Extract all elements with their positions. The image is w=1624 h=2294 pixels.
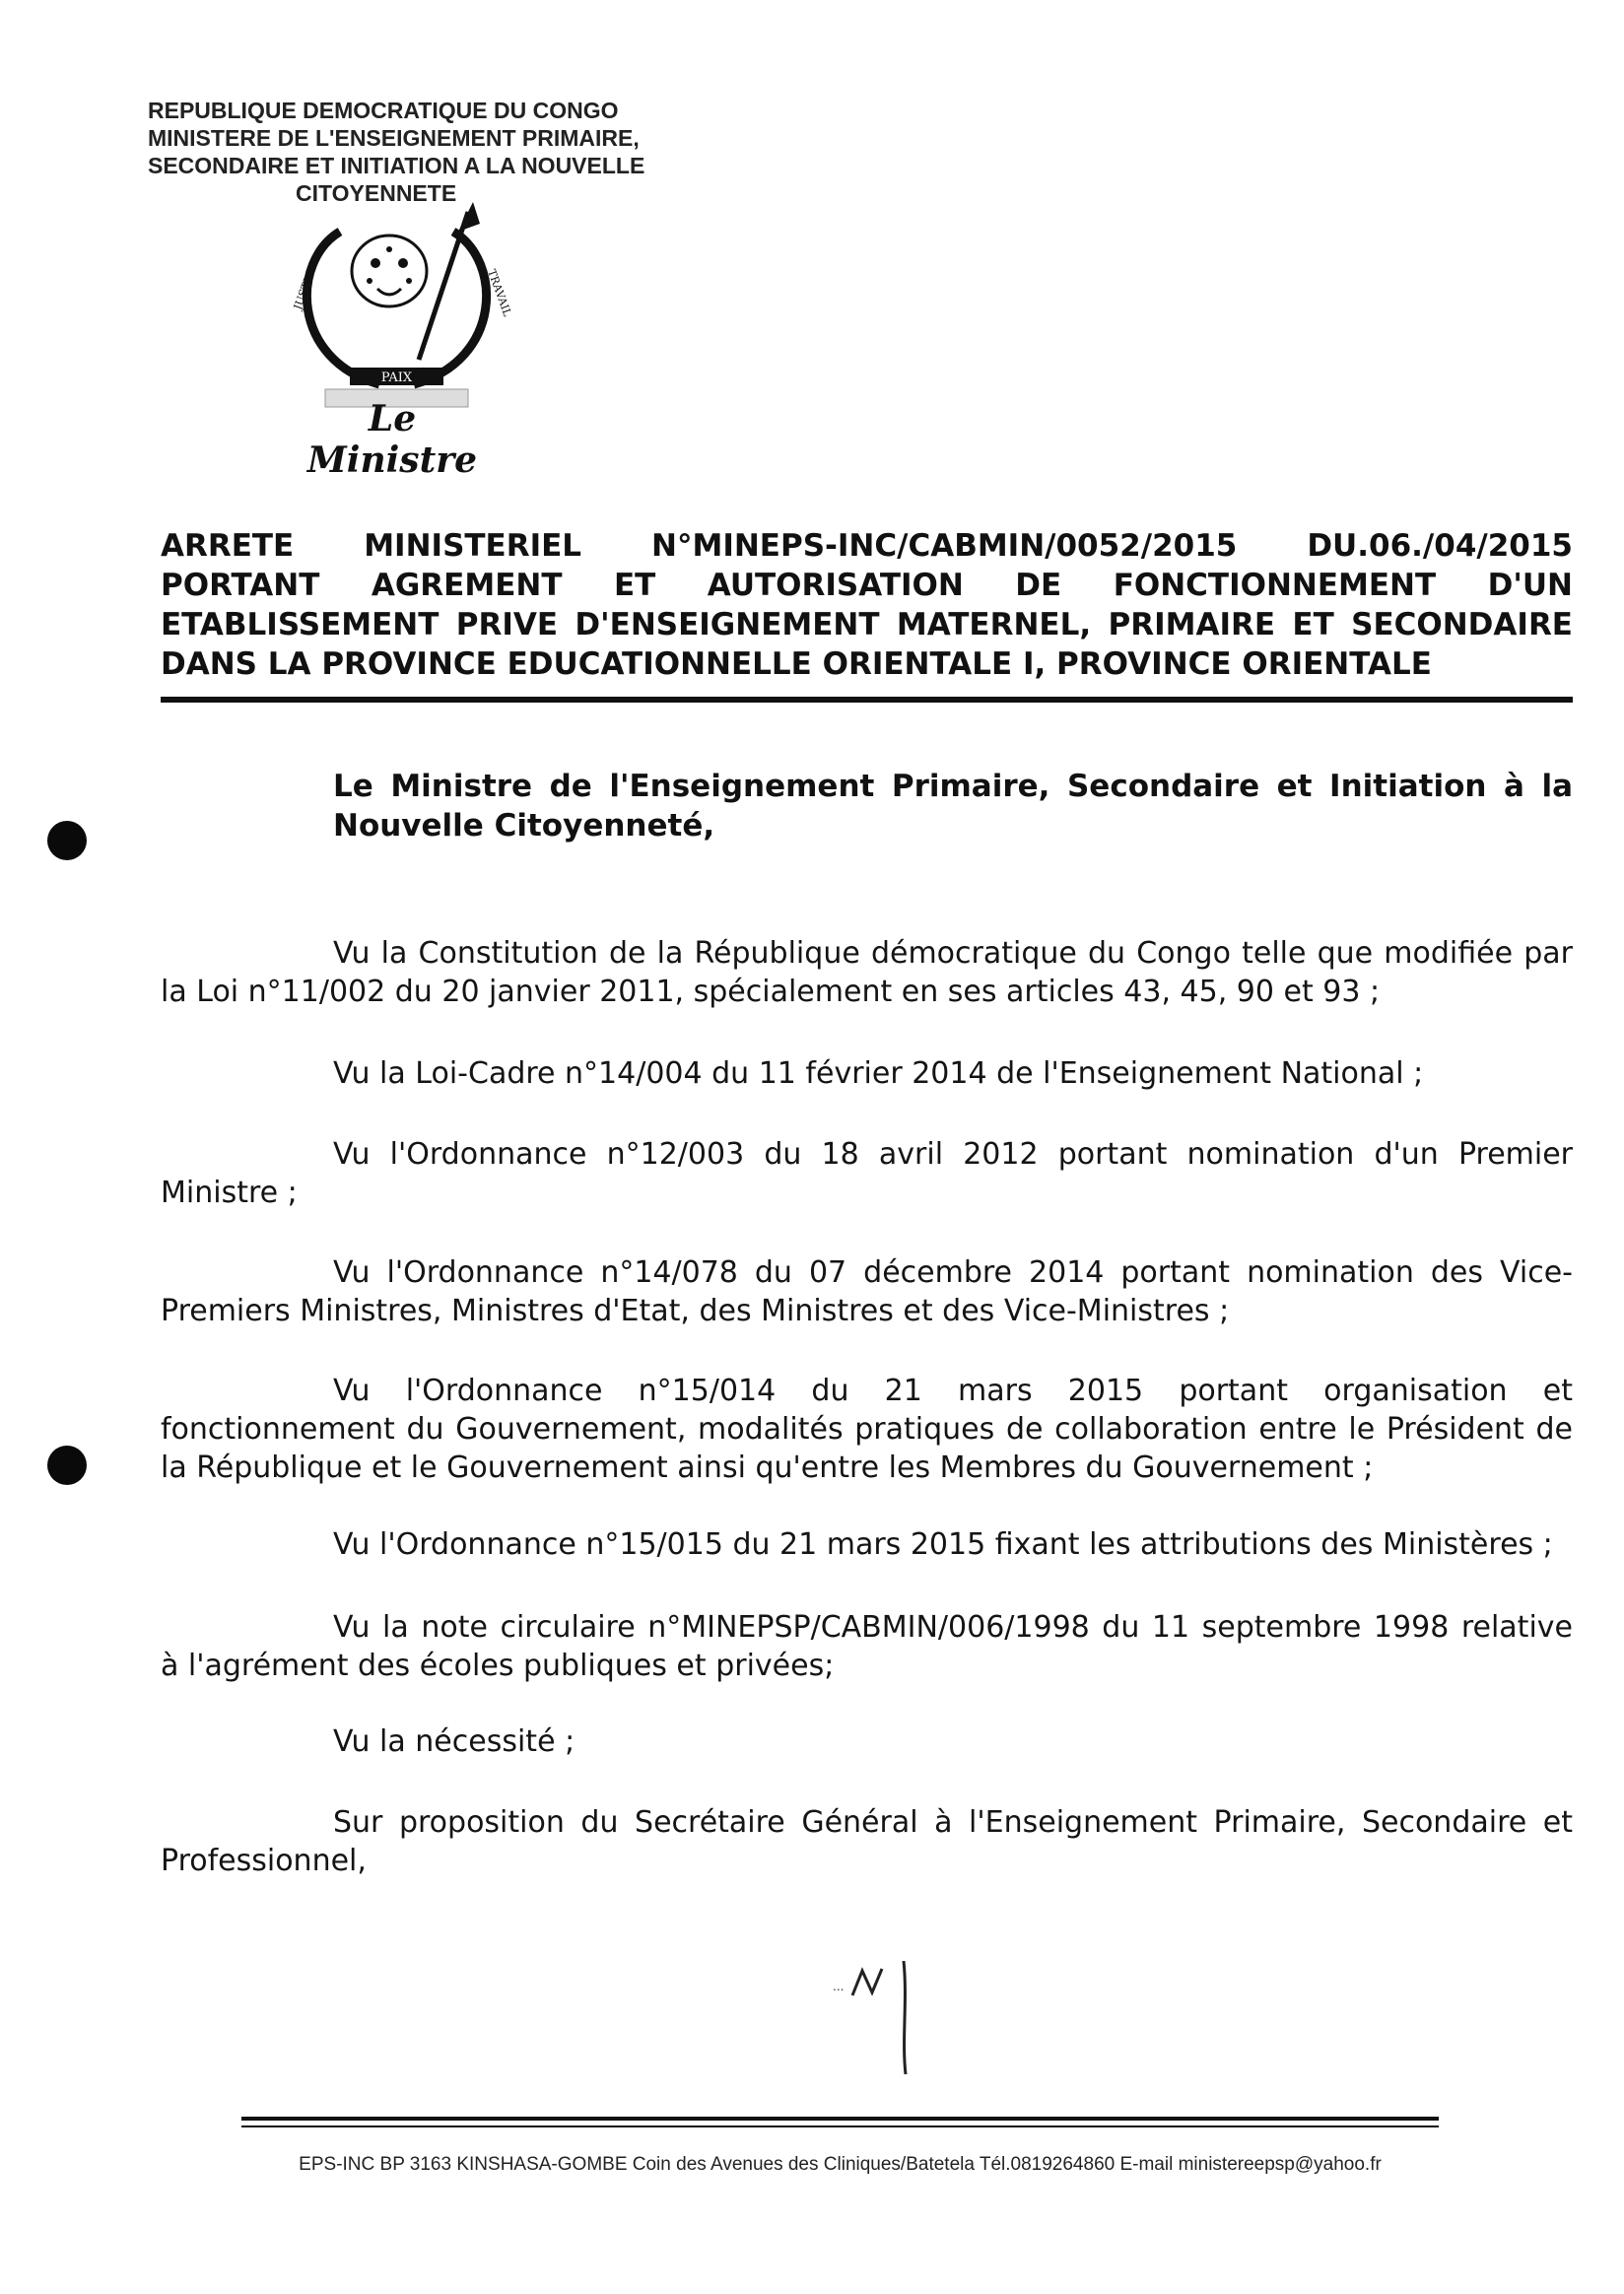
paragraph-note-circulaire: Vu la note circulaire n°MINEPSP/CABMIN/006/1998 du 11 septembre 1998 relative à l'agrément des écoles publiques et privées; [161,1610,1573,1683]
paragraph-proposition: Sur proposition du Secrétaire Général à l'Enseignement Primaire, Secondaire et Professionnel, [161,1805,1573,1878]
letterhead [148,97,719,207]
punch-hole-dot [47,1446,87,1485]
letterhead-country: REPUBLIQUE DEMOCRATIQUE DU CONGO [148,98,619,123]
footer-contact: EPS-INC BP 3163 KINSHASA-GOMBE Coin des Avenues des Cliniques/Batetela Tél.0819264860 E-mail ministereepsp@yahoo.fr [299,2154,1382,2175]
footer-rule [241,2125,1439,2127]
decree-title [161,526,1573,684]
paragraph-ordonnance-2: Vu l'Ordonnance n°14/078 du 07 décembre 2014 portant nomination des Vice-Premiers Ministres, Ministres d'Etat, des Ministres et des Vice-Ministres ; [161,1255,1573,1328]
letterhead-ministry-1: MINISTERE DE L'ENSEIGNEMENT PRIMAIRE, [148,125,640,151]
paragraph-ordonnance-3: Vu l'Ordonnance n°15/014 du 21 mars 2015 portant organisation et fonctionnement du Gouvernement, modalités pratiques de collaboration entre le Président de la République et le Gouvernement ainsi qu'entre les Membres du Gouvernement ; [161,1374,1573,1485]
coat-of-arms-emblem [271,202,522,414]
paragraph-constitution: Vu la Constitution de la République démocratique du Congo telle que modifiée par la Loi n°11/002 du 20 janvier 2011, spécialement en ses articles 43, 45, 90 et 93 ; [161,936,1573,1009]
emblem-motto-center: PAIX [380,371,413,385]
paragraph-necessite: Vu la nécessité ; [333,1724,575,1759]
minister-heading: Le Ministre de l'Enseignement Primaire, Secondaire et Initiation à la Nouvelle Citoyenneté, [333,769,1573,843]
footer-rule [241,2117,1439,2121]
title-line-3: ETABLISSEMENT PRIVE D'ENSEIGNEMENT MATERNEL, PRIMAIRE ET SECONDAIRE [161,607,1573,642]
paragraph-ordonnance-1: Vu l'Ordonnance n°12/003 du 18 avril 2012 portant nomination d'un Premier Ministre ; [161,1137,1573,1210]
punch-hole-dot [47,821,87,860]
title-line-1: ARRETE MINISTERIEL N°MINEPS-INC/CABMIN/0052/2015 DU.06./04/2015 [161,528,1573,564]
title-underline [161,697,1573,703]
svg-text:...: ... [833,1980,845,1993]
title-line-2: PORTANT AGREMENT ET AUTORISATION DE FONCTIONNEMENT D'UN [161,568,1573,603]
minister-signature-script: Le Ministre [306,398,478,481]
letterhead-ministry-3: CITOYENNETE [296,180,457,206]
letterhead-ministry-2: SECONDAIRE ET INITIATION A LA NOUVELLE [148,153,645,178]
emblem-motto-left: JUSTICE [291,261,320,312]
handwritten-initials [833,1961,941,2079]
title-line-4: DANS LA PROVINCE EDUCATIONNELLE ORIENTALE I, PROVINCE ORIENTALE [161,646,1432,682]
paragraph-loi-cadre: Vu la Loi-Cadre n°14/004 du 11 février 2014 de l'Enseignement National ; [333,1056,1424,1091]
emblem-motto-right: TRAVAIL [485,267,514,318]
paragraph-ordonnance-4: Vu l'Ordonnance n°15/015 du 21 mars 2015 fixant les attributions des Ministères ; [333,1527,1553,1562]
